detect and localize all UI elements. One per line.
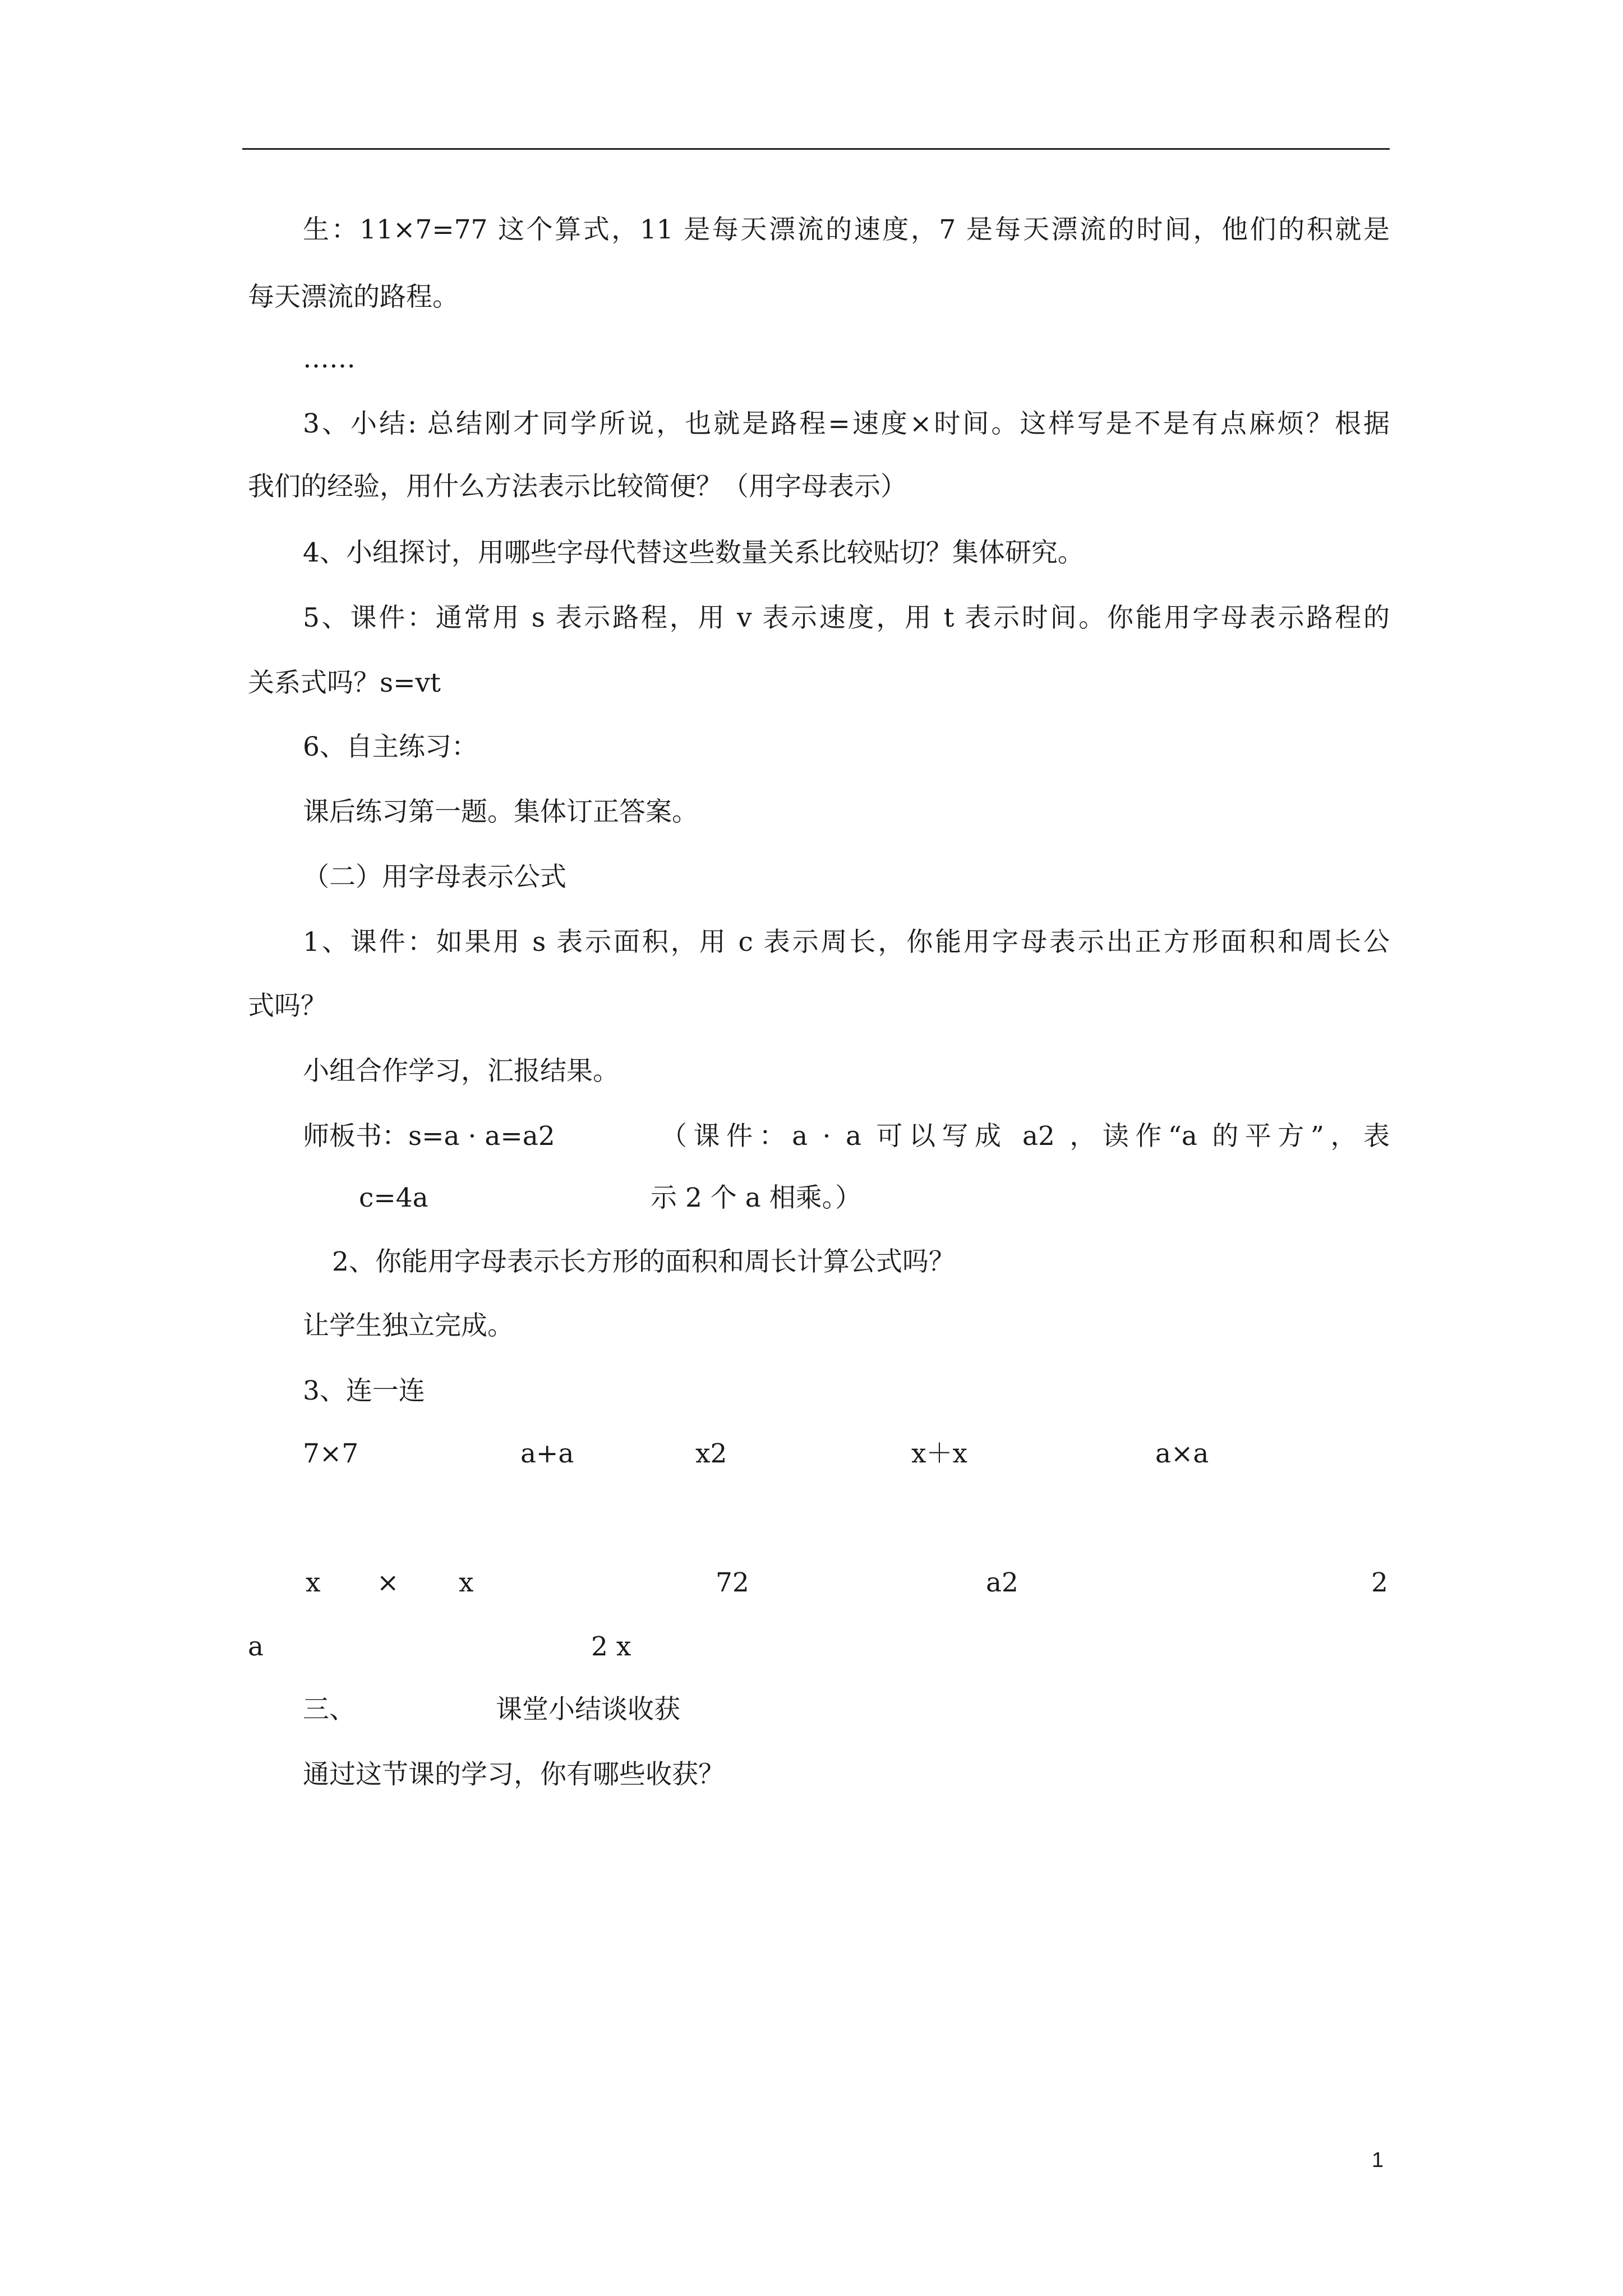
match-item: x2 <box>695 1438 727 1469</box>
paragraph-line: 6、自主练习： <box>303 731 478 762</box>
match-item: x <box>306 1567 321 1598</box>
paragraph-line: 每天漂流的路程。 <box>248 282 459 312</box>
paragraph-line: 4、小组探讨，用哪些字母代替这些数量关系比较贴切？集体研究。 <box>303 537 1084 568</box>
page-number: 1 <box>1372 2148 1384 2172</box>
header-rule <box>242 148 1390 150</box>
paragraph-line: 3、连一连 <box>303 1375 425 1406</box>
match-item: x <box>459 1567 474 1598</box>
paragraph-line: 5、课件：通常用 s 表示路程，用 v 表示速度，用 t 表示时间。你能用字母表示路程的 <box>303 602 1390 633</box>
section-number: 三、 <box>303 1694 356 1725</box>
match-item: 72 <box>716 1567 749 1598</box>
match-item: a2 <box>986 1567 1018 1598</box>
match-item: × <box>377 1567 399 1598</box>
match-item: 2 x <box>591 1631 631 1662</box>
board-formula: 师板书：s=a · a=a2 <box>303 1121 555 1152</box>
paragraph-line: 关系式吗？s=vt <box>248 668 441 698</box>
paragraph-line: 让学生独立完成。 <box>303 1310 514 1341</box>
paragraph-line: 课后练习第一题。集体订正答案。 <box>303 797 698 827</box>
board-formula: c=4a <box>359 1182 428 1213</box>
paragraph-line: 1、课件：如果用 s 表示面积，用 c 表示周长，你能用字母表示出正方形面积和周长公 <box>303 927 1390 958</box>
paragraph-line: 2、你能用字母表示长方形的面积和周长计算公式吗？ <box>332 1246 955 1277</box>
match-item: a+a <box>520 1438 574 1469</box>
match-item: 2 <box>1371 1567 1388 1598</box>
match-item: a <box>248 1631 264 1662</box>
board-note: （课件：a · a 可以写成 a2 ，读作“a 的平方”，表 <box>661 1121 1390 1152</box>
section-heading: （二）用字母表示公式 <box>303 862 566 892</box>
section-heading: 课堂小结谈收获 <box>496 1694 680 1725</box>
match-item: a×a <box>1155 1438 1209 1469</box>
paragraph-line: 小组合作学习，汇报结果。 <box>303 1056 619 1087</box>
match-item: x＋x <box>911 1438 968 1469</box>
paragraph-line: 生：11×7=77 这个算式，11 是每天漂流的速度，7 是每天漂流的时间，他们的积就是 <box>303 214 1390 245</box>
paragraph-line: 通过这节课的学习，你有哪些收获？ <box>303 1759 725 1790</box>
match-item: 7×7 <box>303 1438 359 1469</box>
ellipsis: …… <box>303 343 356 374</box>
paragraph-line: 式吗？ <box>248 991 327 1022</box>
paragraph-line: 3、小结: 总结刚才同学所说，也就是路程=速度×时间。这样写是不是有点麻烦？根据 <box>303 408 1390 439</box>
paragraph-line: 我们的经验，用什么方法表示比较简便？（用字母表示） <box>248 471 907 502</box>
board-note: 示 2 个 a 相乘。） <box>651 1182 862 1213</box>
